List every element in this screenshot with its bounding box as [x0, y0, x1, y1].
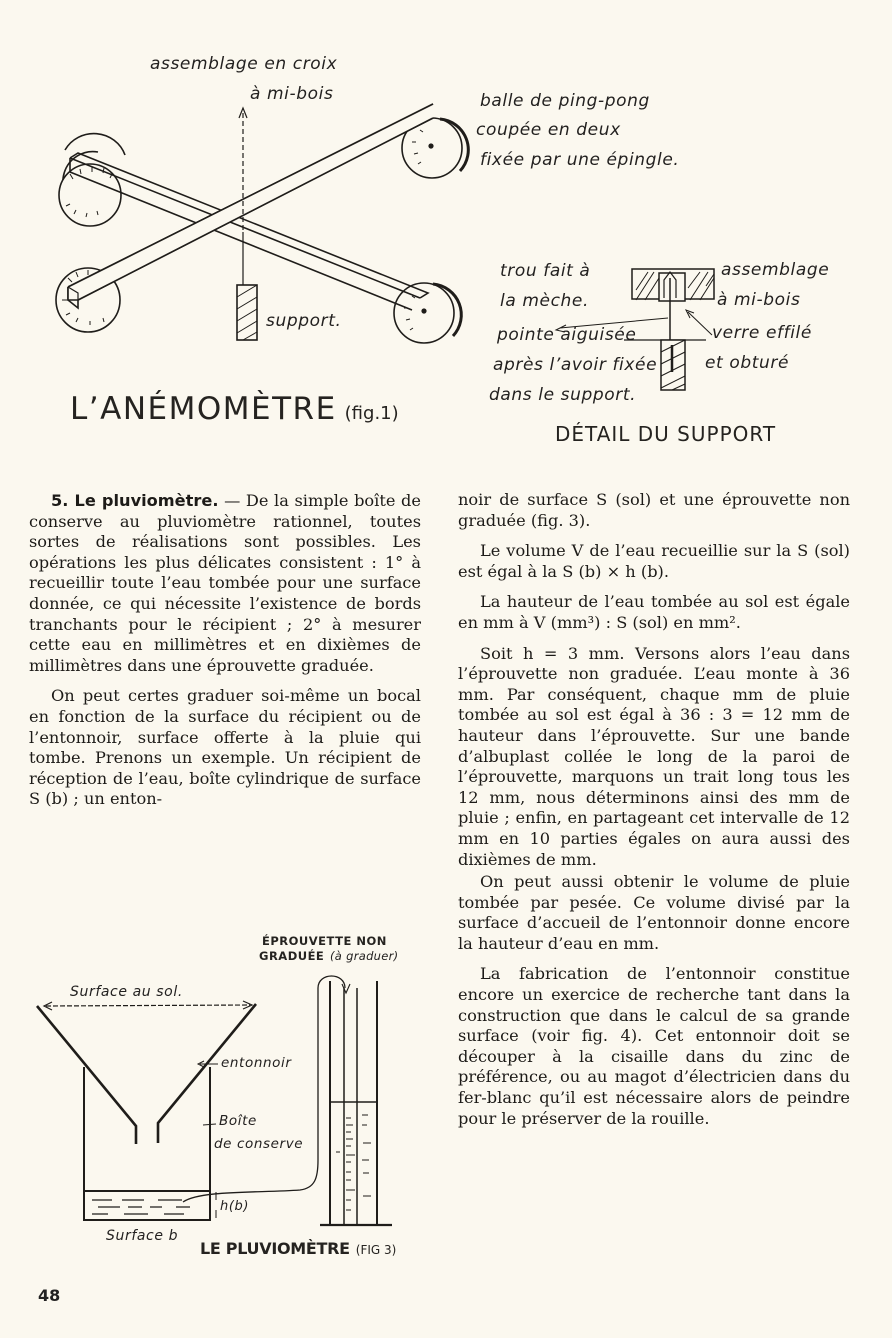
- label-ball-line1: balle de ping-pong: [480, 91, 650, 111]
- label-ball-line3: fixée par une épingle.: [480, 150, 680, 170]
- label-surface-b: Surface b: [106, 1228, 179, 1244]
- label-glass-line2: et obturé: [705, 353, 790, 373]
- label-joint-line1: assemblage: [721, 260, 830, 280]
- label-cylinder-line1: ÉPROUVETTE NON: [262, 934, 387, 948]
- paragraph: La hauteur de l’eau tombée au sol est égale en mm à V (mm³) : S (sol) en mm².: [458, 592, 850, 632]
- label-can-line2: de conserve: [214, 1136, 304, 1152]
- paragraph-text: — De la simple boîte de conserve au pluviomètre rationnel, toutes sortes de réalisations sont possibles. Les opérations les plus délicates consistent : 1° à recueillir toute l’eau tombée pour une surface donnée, ce qui nécessite l’existence de bords tranchants pour le récipient ; 2° à mesurer cette eau en millimètres et en dixièmes de millimètres dans une éprouvette graduée.: [29, 491, 421, 675]
- label-cross-joint-line1: assemblage en croix: [150, 54, 338, 74]
- support-detail-title: DÉTAIL DU SUPPORT: [555, 422, 777, 446]
- label-hole-line2: la mèche.: [500, 291, 589, 311]
- paragraph: On peut aussi obtenir le volume de pluie tombée par pesée. Ce volume divisé par la surface d’accueil de l’entonnoir donne encore la hauteur d’eau en mm.: [458, 872, 850, 953]
- label-glass-line1: verre effilé: [712, 323, 812, 343]
- label-point-line1: pointe aiguisée: [497, 325, 637, 345]
- paragraph: noir de surface S (sol) et une éprouvette non graduée (fig. 3).: [458, 490, 850, 530]
- figure3-label: (FIG 3): [355, 1243, 397, 1257]
- paragraph: La fabrication de l’entonnoir constitue encore un exercice de recherche tant dans la construction que dans le calcul de sa grande surface (voir fig. 4). Cet entonnoir doit se découper à la cisaille dans du zinc de préférence, ou au magot d’électricien dans du fer-blanc qu’il est nécessaire alors de peindre pour le préserver de la rouille.: [458, 964, 850, 1128]
- paragraph: Soit h = 3 mm. Versons alors l’eau dans l’éprouvette non graduée. L’eau monte à 36 mm. Par conséquent, chaque mm de pluie tombée au sol est égal à 36 : 3 = 12 mm de hauteur dans l’éprouvette. Sur une bande d’albuplast collée le long de la paroi de l’éprouvette, marquons un trait long tous les 12 mm, nous déterminons ainsi des mm de pluie ; enfin, en partageant cet intervalle de 12 mm en 10 parties égales on aura aussi des dixièmes de mm.: [458, 643, 850, 869]
- label-cylinder-note: (à graduer): [330, 949, 399, 963]
- figure3-caption: [200, 1241, 396, 1259]
- label-can-line1: Boîte: [219, 1113, 257, 1129]
- figure1-title: L’ANÉMOMÈTRE: [70, 391, 337, 427]
- label-cylinder-line2: GRADUÉE: [259, 949, 325, 963]
- label-cross-joint-line2: à mi-bois: [250, 84, 334, 104]
- label-funnel: entonnoir: [221, 1055, 292, 1071]
- label-hole-line1: trou fait à: [500, 261, 591, 281]
- paragraph: Le volume V de l’eau recueillie sur la S (sol) est égal à la S (b) × h (b).: [458, 541, 850, 581]
- label-height: h(b): [220, 1199, 250, 1214]
- label-support: support.: [266, 311, 342, 331]
- paragraph: On peut certes graduer soi-même un bocal en fonction de la surface du récipient ou de l’entonnoir, surface offerte à la pluie qui tombe. Prenons un exemple. Un récipient de réception de l’eau, boîte cylindrique de surface S (b) ; un enton-: [29, 686, 421, 809]
- figure3-title: LE PLUVIOMÈTRE: [200, 1239, 350, 1258]
- label-joint-line2: à mi-bois: [717, 290, 801, 310]
- figure1-label: (fig.1): [344, 403, 399, 424]
- label-point-line2: après l’avoir fixée: [493, 355, 658, 375]
- label-point-line3: dans le support.: [489, 385, 637, 405]
- label-ball-line2: coupée en deux: [476, 120, 621, 140]
- label-ground-surface: Surface au sol.: [70, 984, 183, 1000]
- section-heading: 5. Le pluviomètre.: [51, 491, 219, 510]
- page-number: 48: [38, 1286, 61, 1305]
